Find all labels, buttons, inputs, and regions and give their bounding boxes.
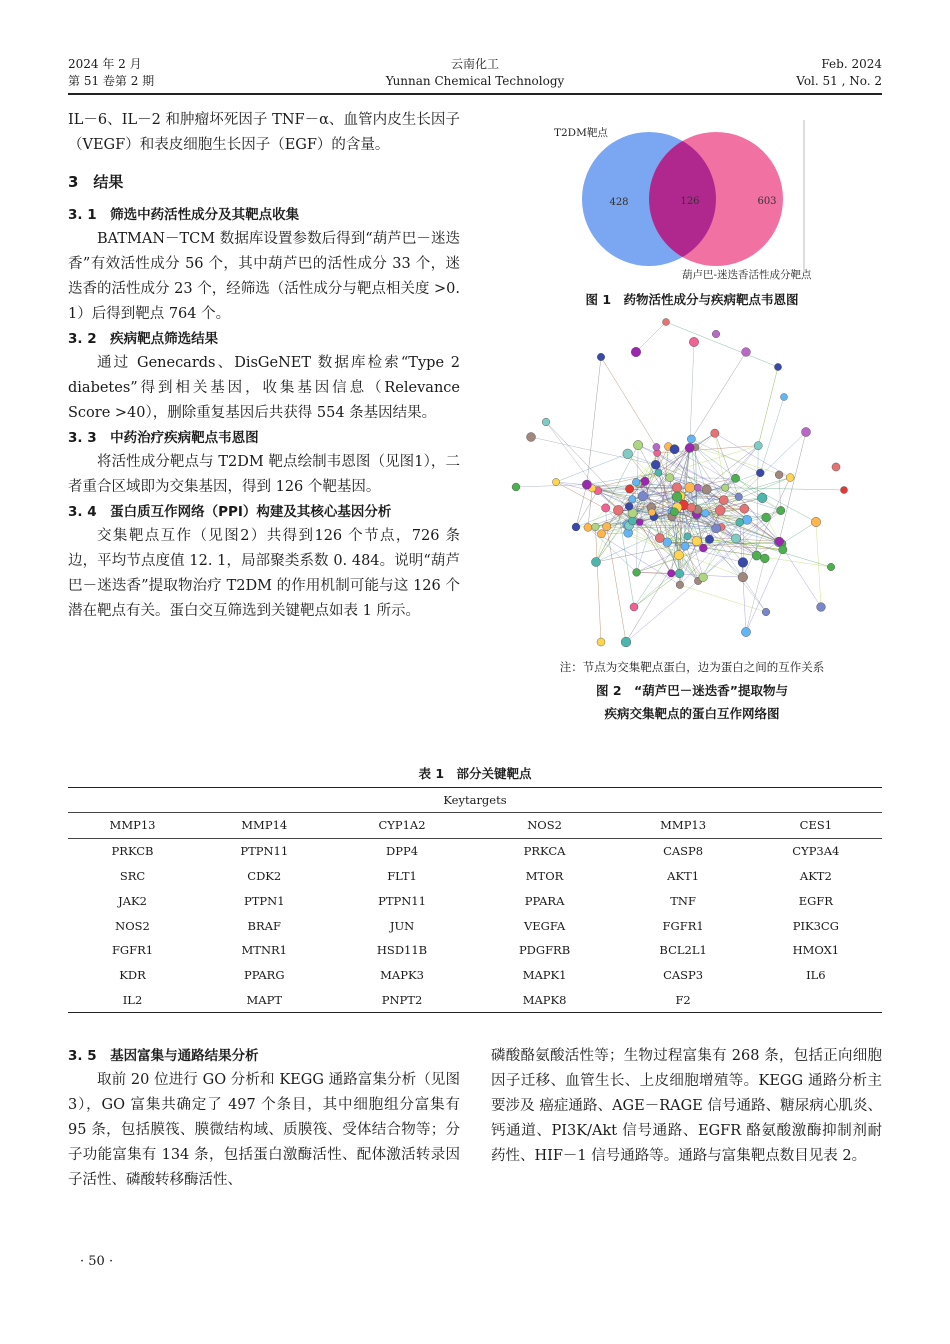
ppi-node (762, 513, 771, 522)
figure-2-caption-line1: 图 2 “葫芦巴－迷迭香”提取物与 (596, 683, 788, 698)
ppi-node (756, 469, 764, 477)
ppi-node (702, 485, 711, 494)
figure-1-venn (548, 112, 838, 287)
table-1 (68, 787, 882, 1013)
ppi-edge (626, 581, 698, 642)
section-3-2-text: 通过 Genecards、DisGeNET 数据库检索“Type 2 diabetes”得到相关基因，收集基因信息（Relevance Score >40），删除重复基因后共获得 554 条基因结果。 (68, 355, 460, 421)
ppi-node (602, 504, 610, 512)
ppi-node (692, 536, 701, 545)
table-cell: HSD11B (376, 943, 428, 958)
table-cell: AKT2 (799, 868, 832, 883)
table-cell: JUN (389, 918, 415, 933)
table-cell: MAPT (197, 988, 331, 1013)
ppi-node (631, 347, 641, 357)
table-cell: CASP3 (663, 968, 704, 983)
ppi-node (757, 493, 767, 503)
table-cell: HMOX1 (792, 943, 840, 958)
ppi-node (687, 503, 696, 512)
table-row (68, 838, 882, 863)
ppi-node (633, 568, 641, 576)
left-column (68, 108, 460, 624)
ppi-node (672, 492, 682, 502)
ppi-node (597, 353, 604, 360)
ppi-node (526, 432, 535, 441)
ppi-node (684, 533, 691, 540)
ppi-edge (607, 527, 626, 642)
ppi-node (512, 483, 520, 491)
venn-right-label: 葫卢巴-迷迭香活性成分靶点 (682, 269, 812, 281)
ppi-node (719, 496, 728, 505)
ppi-node (722, 484, 729, 491)
table-row (68, 888, 882, 913)
ppi-edge (691, 352, 746, 439)
ppi-node (840, 486, 847, 493)
ppi-edge (576, 485, 587, 527)
table-cell: DPP4 (386, 844, 419, 859)
figure-1-caption: 图 1 药物活性成分与疾病靶点韦恩图 (585, 292, 799, 307)
ppi-node (740, 504, 749, 513)
ppi-node (597, 638, 605, 646)
figure-2-ppi-network (506, 312, 872, 657)
table-cell: PRKCB (111, 844, 154, 859)
table-cell: PIK3CG (792, 918, 839, 933)
ppi-edge (636, 322, 666, 352)
ppi-node (715, 505, 725, 515)
table-cell: PRKCA (523, 844, 566, 859)
ppi-node (582, 480, 591, 489)
table-cell: SRC (119, 868, 146, 883)
figure-2-caption-line2: 疾病交集靶点的蛋白互作网络图 (604, 706, 780, 721)
ppi-node (811, 517, 820, 526)
ppi-edge (782, 522, 816, 544)
ppi-node (584, 523, 592, 531)
table-cell: NOS2 (473, 813, 617, 839)
ppi-edge (680, 585, 766, 612)
table-cell: PTPN11 (378, 893, 426, 908)
ppi-node (694, 484, 701, 491)
ppi-node (780, 393, 787, 400)
ppi-node (666, 474, 674, 482)
ppi-node (687, 435, 695, 443)
ppi-node (777, 506, 785, 514)
table-cell: JAK2 (118, 893, 147, 908)
section-3-title: 3 结果 (68, 173, 124, 191)
ppi-node (681, 542, 689, 550)
table-cell: MTNR1 (241, 943, 287, 958)
table-cell: IL2 (68, 988, 197, 1013)
ppi-edge (634, 573, 679, 607)
venn-left-label: T2DM靶点 (554, 127, 608, 139)
table-cell: MMP13 (617, 813, 750, 839)
ppi-node (670, 445, 679, 454)
table-cell: EGFR (798, 893, 833, 908)
ppi-node (741, 627, 750, 636)
ppi-edge (758, 367, 778, 446)
ppi-edge (587, 357, 601, 485)
ppi-node (591, 557, 600, 566)
ppi-node (775, 537, 783, 545)
ppi-svg (506, 312, 872, 657)
ppi-edge (595, 527, 716, 528)
table-cell: MAPK3 (380, 968, 424, 983)
ppi-edge (556, 454, 628, 482)
ppi-node (832, 463, 840, 471)
ppi-node (736, 518, 744, 526)
ppi-node (670, 508, 678, 516)
ppi-node (628, 517, 636, 525)
section-3-1-text: BATMAN－TCM 数据库设置参数后得到“葫芦巴－迷迭香”有效活性成分 56 个，其中葫芦巴的活性成分 33 个，迷迭香的活性成分 23 个，经筛选（活性成分与靶点相关度 >0. 1）后得到靶点 764 个。 (68, 231, 460, 322)
ppi-node (685, 443, 694, 452)
ppi-node (685, 482, 695, 492)
section-3-5-left (68, 1044, 460, 1193)
section-3-4-text: 交集靶点互作（见图2）共得到126 个节点，726 条边，平均节点度值 12. 1，局部聚类系数 0. 484。说明“葫芦巴－迷迭香”提取物治疗 T2DM 的作用机制可能与这 126 个潜在靶点有关。蛋白交互筛选到关键靶点如表 1 所示。 (68, 528, 460, 619)
table-cell: TNF (670, 893, 696, 908)
ppi-node (699, 573, 708, 582)
table-cell: PTPN11 (240, 844, 289, 859)
ppi-edge (779, 432, 806, 542)
table-row (68, 913, 882, 938)
table-cell: PNPT2 (331, 988, 472, 1013)
table-cell: FLT1 (387, 868, 417, 883)
ppi-node (613, 505, 623, 515)
ppi-edge (816, 522, 821, 607)
ppi-node (711, 429, 719, 437)
table-cell: MAPK8 (473, 988, 617, 1013)
table-cell: PPARG (243, 968, 285, 983)
page-number: · 50 · (80, 1254, 114, 1269)
table-cell: MTOR (525, 868, 564, 883)
table-row (68, 963, 882, 988)
table-cell: F2 (617, 988, 750, 1013)
ppi-node (552, 478, 559, 485)
header-date-cn: 2024 年 2 月 (68, 57, 142, 71)
ppi-node (801, 427, 810, 436)
ppi-node (636, 519, 643, 526)
ppi-node (667, 570, 675, 578)
ppi-node (542, 418, 550, 426)
section-3-4-title: 3. 4 蛋白质互作网络（PPI）构建及其核心基因分析 (68, 504, 392, 520)
ppi-node (648, 509, 655, 516)
header-right (796, 56, 882, 90)
ppi-node (712, 330, 720, 338)
table-cell: CDK2 (247, 868, 282, 883)
ppi-node (662, 318, 669, 325)
table-cell: CES1 (750, 813, 882, 839)
ppi-node (672, 483, 682, 493)
table-cell: PPARA (524, 893, 565, 908)
table-cell (750, 988, 882, 1013)
ppi-node (786, 474, 794, 482)
ppi-node (752, 551, 761, 560)
venn-svg (548, 112, 838, 287)
table-cell: VEGFA (523, 918, 566, 933)
table-cell: PTPN1 (243, 893, 285, 908)
table-body (68, 813, 882, 1013)
section-3-5-right (491, 1044, 882, 1169)
venn-left-count: 428 (609, 197, 629, 208)
ppi-node (731, 474, 739, 482)
ppi-node (602, 522, 611, 531)
table-cell: BCL2L1 (659, 943, 707, 958)
ppi-node (731, 534, 740, 543)
ppi-node (760, 554, 769, 563)
table-row (68, 938, 882, 963)
table-cell: AKT1 (667, 868, 700, 883)
ppi-edge (690, 342, 694, 448)
table-row (68, 988, 882, 1013)
ppi-node (663, 538, 672, 547)
table-cell: NOS2 (115, 918, 150, 933)
intro-paragraph: IL－6、IL－2 和肿瘤坏死因子 TNF－α、血管内皮生长因子（VEGF）和表皮细胞生长因子（EGF）的含量。 (68, 112, 460, 153)
ppi-node (632, 478, 640, 486)
ppi-node (625, 502, 633, 510)
figure-2-note: 注：节点为交集靶点蛋白，边为蛋白之间的互作关系 (559, 660, 825, 674)
ppi-node (675, 569, 684, 578)
venn-overlap-count: 126 (680, 196, 700, 207)
section-3-5-right-text: 磷酸酪氨酸活性等；生物过程富集有 268 条，包括正向细胞因子迁移、血管生长、上皮细胞增殖等。KEGG 通路分析主要涉及 癌症通路、AGE－RAGE 信号通路、糖尿病心肌炎、钙通道、PI3K/Akt 信号通路、EGFR 酪氨酸激酶抑制剂耐药性、HIF－1 信号通路等。通路与富集靶点数目见表 2。 (491, 1048, 882, 1164)
ppi-node (738, 558, 748, 568)
header-volume-cn: 第 51 卷第 2 期 (68, 74, 155, 88)
ppi-node (592, 523, 600, 531)
ppi-edge (632, 521, 698, 581)
venn-right-count: 603 (757, 196, 777, 207)
ppi-node (676, 581, 684, 589)
ppi-edge (546, 422, 633, 513)
ppi-node (689, 337, 698, 346)
ppi-node (712, 524, 721, 533)
table-cell: CYP3A4 (792, 844, 840, 859)
table-cell: PDGFRB (518, 943, 571, 958)
table-row (68, 864, 882, 889)
table-cell: CASP8 (663, 844, 704, 859)
ppi-edge (760, 397, 784, 473)
ppi-node (633, 440, 642, 449)
section-3-5-left-text: 取前 20 位进行 GO 分析和 KEGG 通路富集分析（见图3），GO 富集共确定了 497 个条目，其中细胞组分富集有 95 条，包括膜筏、膜微结构域、质膜筏、受体结合物等；分子功能富集有 134 条，包括蛋白激酶活性、配体激活转录因子活性、磷酸转移酶活性、 (68, 1072, 460, 1188)
ppi-edge (626, 555, 679, 642)
ppi-edges (516, 322, 844, 642)
ppi-node (774, 363, 781, 370)
ppi-edge (601, 357, 656, 447)
section-3-5-title: 3. 5 基因富集与通路结果分析 (68, 1048, 259, 1064)
journal-name-en: Yunnan Chemical Technology (385, 74, 565, 88)
ppi-node (817, 603, 826, 612)
ppi-node (827, 563, 834, 570)
ppi-node (630, 603, 638, 611)
ppi-node (655, 469, 662, 476)
ppi-node (705, 535, 714, 544)
table-header: Keytargets (68, 788, 882, 813)
ppi-edge (666, 322, 778, 367)
header-rule (68, 93, 882, 95)
table-cell: CYP1A2 (331, 813, 472, 839)
ppi-node (702, 509, 709, 516)
ppi-node (572, 523, 580, 531)
ppi-edge (715, 433, 725, 487)
ppi-node (641, 477, 649, 485)
ppi-node (754, 442, 762, 450)
ppi-edge (595, 527, 601, 642)
section-3-2-title: 3. 2 疾病靶点筛选结果 (68, 331, 219, 347)
ppi-node (775, 471, 783, 479)
section-3-3-title: 3. 3 中药治疗疾病靶点韦恩图 (68, 430, 259, 446)
ppi-node (597, 530, 605, 538)
journal-name-cn: 云南化工 (450, 57, 499, 71)
ppi-node (629, 496, 636, 503)
ppi-node (779, 546, 787, 554)
ppi-node (699, 544, 707, 552)
table-1-title: 表 1 部分关键靶点 (418, 766, 532, 781)
ppi-node (623, 449, 633, 459)
ppi-edge (636, 433, 715, 482)
ppi-edge (516, 485, 587, 487)
table-cell: FGFR1 (111, 943, 154, 958)
table-cell: BRAF (247, 918, 281, 933)
ppi-node (651, 460, 660, 469)
ppi-node (738, 572, 748, 582)
ppi-edge (746, 558, 765, 632)
header-date-en: Feb. 2024 (821, 57, 882, 71)
ppi-node (735, 493, 742, 500)
header-volume-en: Vol. 51 , No. 2 (796, 74, 882, 88)
ppi-node (653, 443, 660, 450)
ppi-node (638, 491, 648, 501)
ppi-node (621, 637, 631, 647)
ppi-edge (576, 491, 598, 527)
ppi-edge (757, 446, 759, 556)
table-row (68, 813, 882, 839)
ppi-node (743, 515, 752, 524)
section-3-1-title: 3. 1 筛选中药活性成分及其靶点收集 (68, 207, 300, 223)
table-cell: FGFR1 (662, 918, 704, 933)
ppi-node (742, 348, 751, 357)
table-cell: KDR (119, 968, 146, 983)
table-cell: IL6 (806, 968, 826, 983)
table-cell: MAPK1 (522, 968, 567, 983)
section-3-3-text: 将活性成分靶点与 T2DM 靶点绘制韦恩图（见图1），二者重合区域即为交集基因，得到 126 个靶基因。 (68, 454, 460, 495)
ppi-edge (634, 548, 703, 607)
ppi-node (625, 485, 633, 493)
table-cell: MMP13 (68, 813, 197, 839)
table-cell: MMP14 (197, 813, 331, 839)
ppi-node (762, 608, 770, 616)
ppi-node (674, 550, 683, 559)
